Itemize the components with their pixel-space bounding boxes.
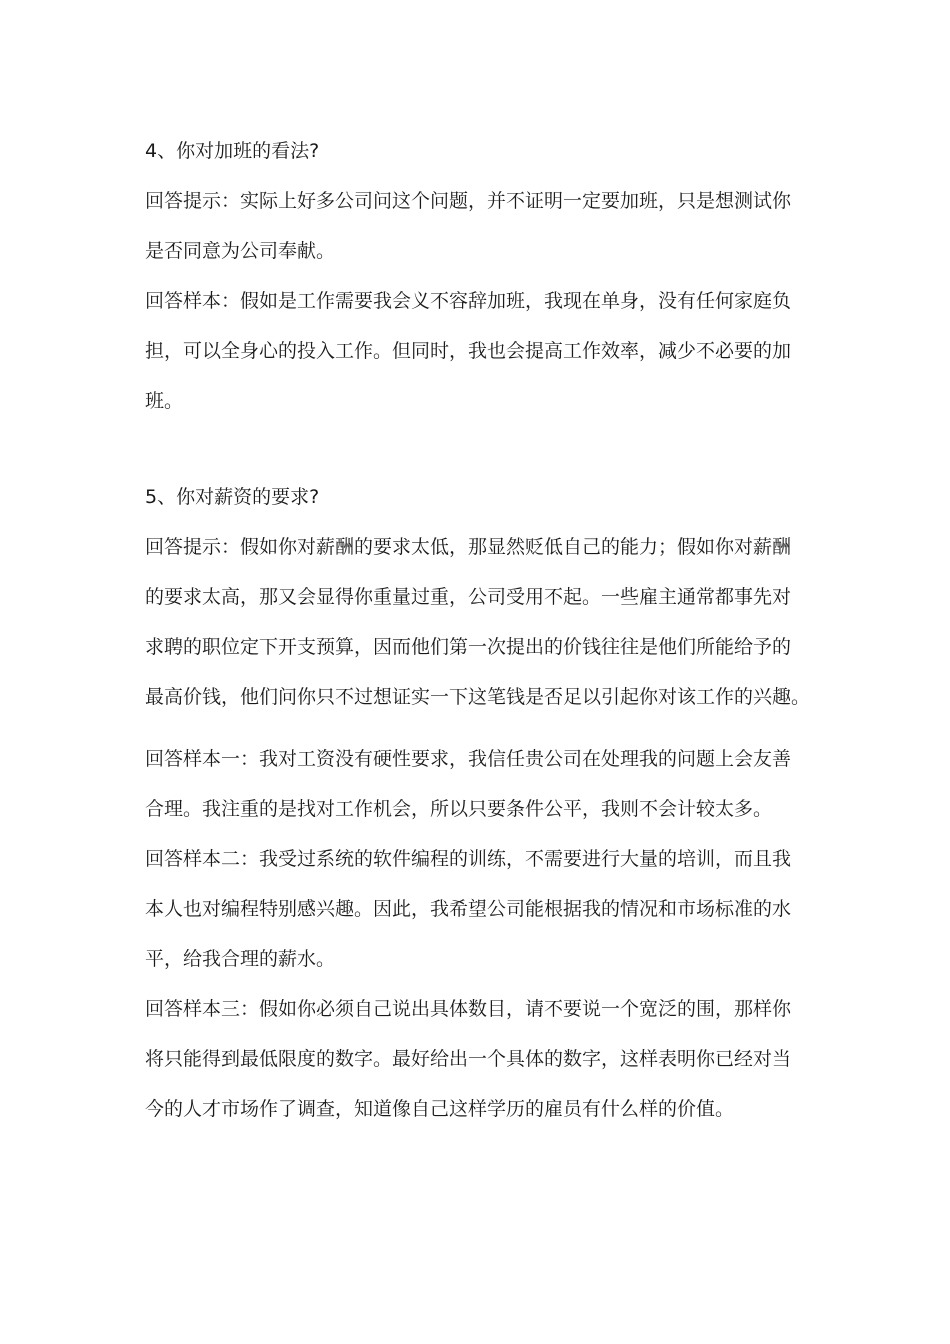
- text-line: 回答样本三：假如你必须自己说出具体数目，请不要说一个宽泛的围，那样你: [145, 998, 792, 1020]
- heading-text: 4、你对加班的看法?: [145, 140, 320, 162]
- text-line: 将只能得到最低限度的数字。最好给出一个具体的数字，这样表明你已经对当: [145, 1048, 792, 1070]
- section-5-sample-1: [145, 734, 810, 834]
- text-line: 最高价钱，他们问你只不过想证实一下这笔钱是否足以引起你对该工作的兴趣。: [145, 686, 811, 708]
- text-line: 回答样本：假如是工作需要我会义不容辞加班，我现在单身，没有任何家庭负: [145, 290, 792, 312]
- section-5-sample-2: [145, 834, 810, 984]
- text-line: 平，给我合理的薪水。: [145, 948, 336, 970]
- text-line: 班。: [145, 390, 184, 412]
- text-line: 求聘的职位定下开支预算，因而他们第一次提出的价钱往往是他们所能给予的: [145, 636, 792, 658]
- section-4-heading: [145, 126, 810, 176]
- text-line: 担，可以全身心的投入工作。但同时，我也会提高工作效率，减少不必要的加: [145, 340, 792, 362]
- text-line: 的要求太高，那又会显得你重量过重，公司受用不起。一些雇主通常都事先对: [145, 586, 792, 608]
- section-gap: [145, 426, 810, 472]
- text-line: 合理。我注重的是找对工作机会，所以只要条件公平，我则不会计较太多。: [145, 798, 773, 820]
- text-line: 回答样本二：我受过系统的软件编程的训练，不需要进行大量的培训，而且我: [145, 848, 792, 870]
- heading-text: 5、你对薪资的要求?: [145, 486, 320, 508]
- section-4-sample: [145, 276, 810, 426]
- text-line: 回答提示：假如你对薪酬的要求太低，那显然贬低自己的能力；假如你对薪酬: [145, 536, 792, 558]
- document-body: [145, 126, 810, 1134]
- text-line: 今的人才市场作了调查，知道像自己这样学历的雇员有什么样的价值。: [145, 1098, 735, 1120]
- section-5-hint: [145, 522, 810, 722]
- text-line: 回答提示：实际上好多公司问这个问题，并不证明一定要加班，只是想测试你: [145, 190, 792, 212]
- text-line: 回答样本一：我对工资没有硬性要求，我信任贵公司在处理我的问题上会友善: [145, 748, 792, 770]
- text-line: 本人也对编程特别感兴趣。因此，我希望公司能根据我的情况和市场标准的水: [145, 898, 792, 920]
- paragraph-gap: [145, 722, 810, 734]
- section-5-heading: [145, 472, 810, 522]
- section-4-hint: [145, 176, 810, 276]
- text-line: 是否同意为公司奉献。: [145, 240, 336, 262]
- section-5-sample-3: [145, 984, 810, 1134]
